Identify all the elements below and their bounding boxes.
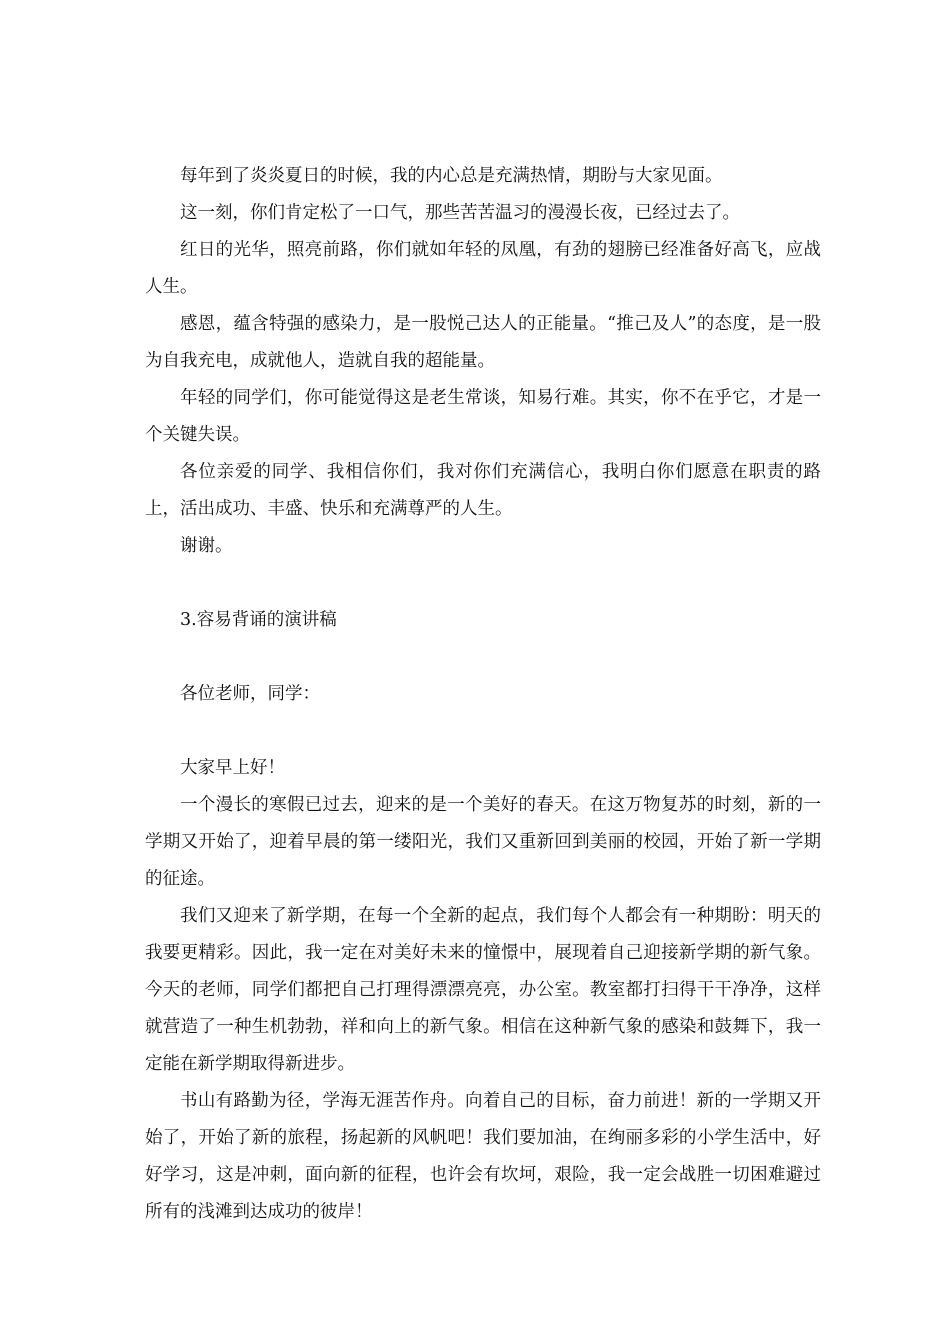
document-body (145, 158, 821, 1231)
spacer (145, 565, 821, 602)
paragraph: 感恩，蕴含特强的感染力，是一股悦己达人的正能量。“推己及人”的态度，是一股为自我充电，成就他人，造就自我的超能量。 (145, 314, 821, 371)
spacer (145, 639, 821, 676)
paragraph: 年轻的同学们，你可能觉得这是老生常谈，知易行难。其实，你不在乎它，才是一个关键失误。 (145, 388, 821, 445)
spacer (145, 713, 821, 750)
paragraph: 谢谢。 (180, 536, 233, 556)
paragraph: 这一刻，你们肯定松了一口气，那些苦苦温习的漫漫长夜，已经过去了。 (180, 203, 740, 223)
greeting: 大家早上好！ (180, 758, 285, 778)
paragraph: 我们又迎来了新学期，在每一个全新的起点，我们每个人都会有一种期盼：明天的我要更精彩。因此，我一定在对美好未来的憧憬中，展现着自己迎接新学期的新气象。今天的老师，同学们都把自己打理得漂漂亮亮，办公室。教室都打扫得干干净净，这样就营造了一种生机勃勃，祥和向上的新气象。相信在这种新气象的感染和鼓舞下，我一定能在新学期取得新进步。 (145, 906, 821, 1074)
paragraph: 书山有路勤为径，学海无涯苦作舟。向着自己的目标，奋力前进！新的一学期又开始了，开始了新的旅程，扬起新的风帆吧！我们要加油，在绚丽多彩的小学生活中，好好学习，这是冲刺，面向新的征程，也许会有坎坷，艰险，我一定会战胜一切困难避过所有的浅滩到达成功的彼岸！ (145, 1091, 821, 1222)
paragraph: 红日的光华，照亮前路，你们就如年轻的凤凰，有劲的翅膀已经准备好高飞，应战人生。 (145, 240, 821, 297)
paragraph: 每年到了炎炎夏日的时候，我的内心总是充满热情，期盼与大家见面。 (180, 166, 723, 186)
paragraph: 一个漫长的寒假已过去，迎来的是一个美好的春天。在这万物复苏的时刻，新的一学期又开始了，迎着早晨的第一缕阳光，我们又重新回到美丽的校园，开始了新一学期的征途。 (145, 795, 821, 889)
salutation: 各位老师，同学： (180, 684, 320, 704)
paragraph: 各位亲爱的同学、我相信你们，我对你们充满信心，我明白你们愿意在职责的路上，活出成功、丰盛、快乐和充满尊严的人生。 (145, 462, 821, 519)
section-heading: 3.容易背诵的演讲稿 (180, 610, 337, 630)
